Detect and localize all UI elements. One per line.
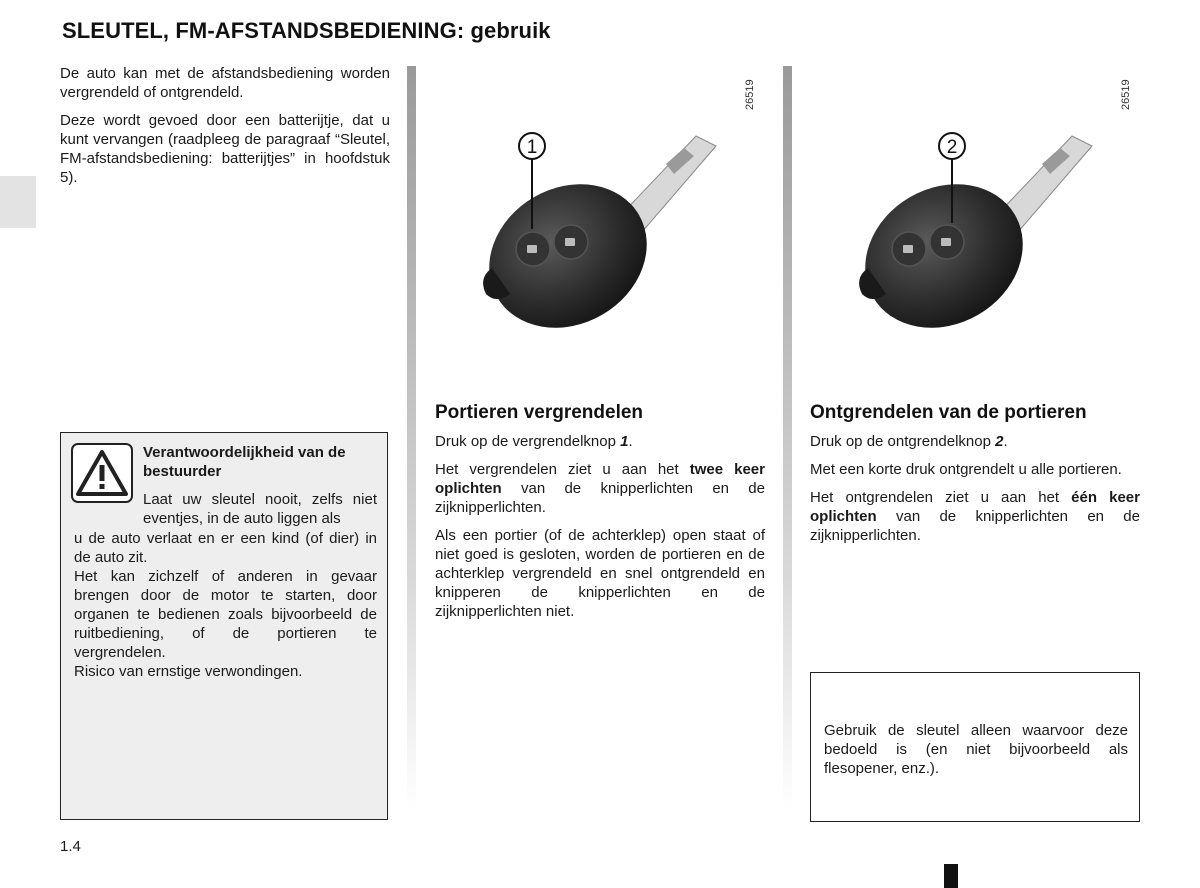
- page-number: 1.4: [60, 838, 81, 855]
- lock-p2-pre: Het vergrendelen ziet u aan het: [435, 461, 690, 478]
- unlock-section-body: [810, 432, 1140, 554]
- page-title: SLEUTEL, FM-AFSTANDSBEDIENING: gebruik: [62, 18, 551, 43]
- unlock-paragraph-1: Druk op de ontgrendelknop 2.: [810, 433, 1008, 450]
- note-box: [810, 672, 1140, 822]
- unlock-p1-num: 2: [995, 433, 1004, 450]
- unlock-paragraph-2: Met een korte druk ontgrendelt u alle portieren.: [810, 461, 1122, 478]
- intro-paragraph-2: Deze wordt gevoed door een batterijtje, dat u kunt vervangen (raadpleeg de paragraaf “Sleutel, FM-afstandsbediening: batterijtjes” in hoofdstuk 5).: [60, 112, 390, 186]
- warning-text-first: Laat uw sleutel nooit, zelfs niet eventjes, in de auto liggen als: [143, 491, 377, 527]
- figure-1-number: 26519: [744, 79, 756, 110]
- callout-2-label: 2: [946, 137, 958, 158]
- column-divider-left: [407, 66, 416, 810]
- warning-text: [74, 529, 377, 681]
- note-text: Gebruik de sleutel alleen waarvoor deze bedoeld is (en niet bijvoorbeeld als flesopener, enz.).: [824, 722, 1128, 777]
- lock-paragraph-2: [435, 460, 765, 517]
- intro-paragraph-1: De auto kan met de afstandsbediening worden vergrendeld of ontgrendeld.: [60, 65, 390, 101]
- unlock-section-title: Ontgrendelen van de portieren: [810, 402, 1087, 423]
- lock-section-title: Portieren vergrendelen: [435, 402, 644, 423]
- edge-marker: [944, 864, 958, 888]
- warning-box: [60, 432, 388, 820]
- warning-triangle-icon: [71, 443, 133, 503]
- unlock-p3-pre: Het ontgrendelen ziet u aan het: [810, 489, 1072, 506]
- figure-2-number: 26519: [1120, 79, 1132, 110]
- lock-p2-bold: twee keer oplichten: [435, 461, 765, 497]
- callout-1-label: 1: [526, 137, 538, 158]
- unlock-p3-post: van de knipperlichten en de zijknipperlichten.: [810, 508, 1140, 544]
- lock-p1-num: 1: [620, 433, 629, 450]
- lock-paragraph-1: Druk op de vergrendelknop 1.: [435, 433, 633, 450]
- warning-title: Verantwoordelijkheid van de bestuurder: [143, 444, 346, 480]
- warning-line-2: Het kan zichzelf of anderen in gevaar brengen door de motor te starten, door organen te bedienen zoals bijvoorbeeld de ruitbediening, of de portieren te vergrendelen.: [74, 568, 377, 661]
- lock-paragraph-3: Als een portier (of de achterklep) open staat of niet goed is gesloten, worden de portieren en de achterklep vergrendeld en snel ontgrendeld en knipperen de knipperlichten en de zijknipperlichten niet.: [435, 527, 765, 620]
- unlock-p3-bold: één keer oplichten: [810, 489, 1140, 525]
- unlock-paragraph-3: [810, 488, 1140, 545]
- chapter-tab: [0, 176, 36, 228]
- warning-line-1: u de auto verlaat en er een kind (of dier) in de auto zit.: [74, 530, 377, 566]
- column-divider-right: [783, 66, 792, 810]
- lock-p1-text: Druk op de vergrendelknop: [435, 433, 621, 450]
- intro-section: [60, 64, 390, 196]
- unlock-p1-text: Druk op de ontgrendelknop: [810, 433, 996, 450]
- lock-p2-post: van de knipperlichten en de zijknipperlichten.: [435, 480, 765, 516]
- key-fob-image-1: [470, 118, 730, 358]
- warning-line-3: Risico van ernstige verwondingen.: [74, 663, 303, 680]
- key-fob-image-2: [846, 118, 1106, 358]
- lock-section-body: [435, 432, 765, 630]
